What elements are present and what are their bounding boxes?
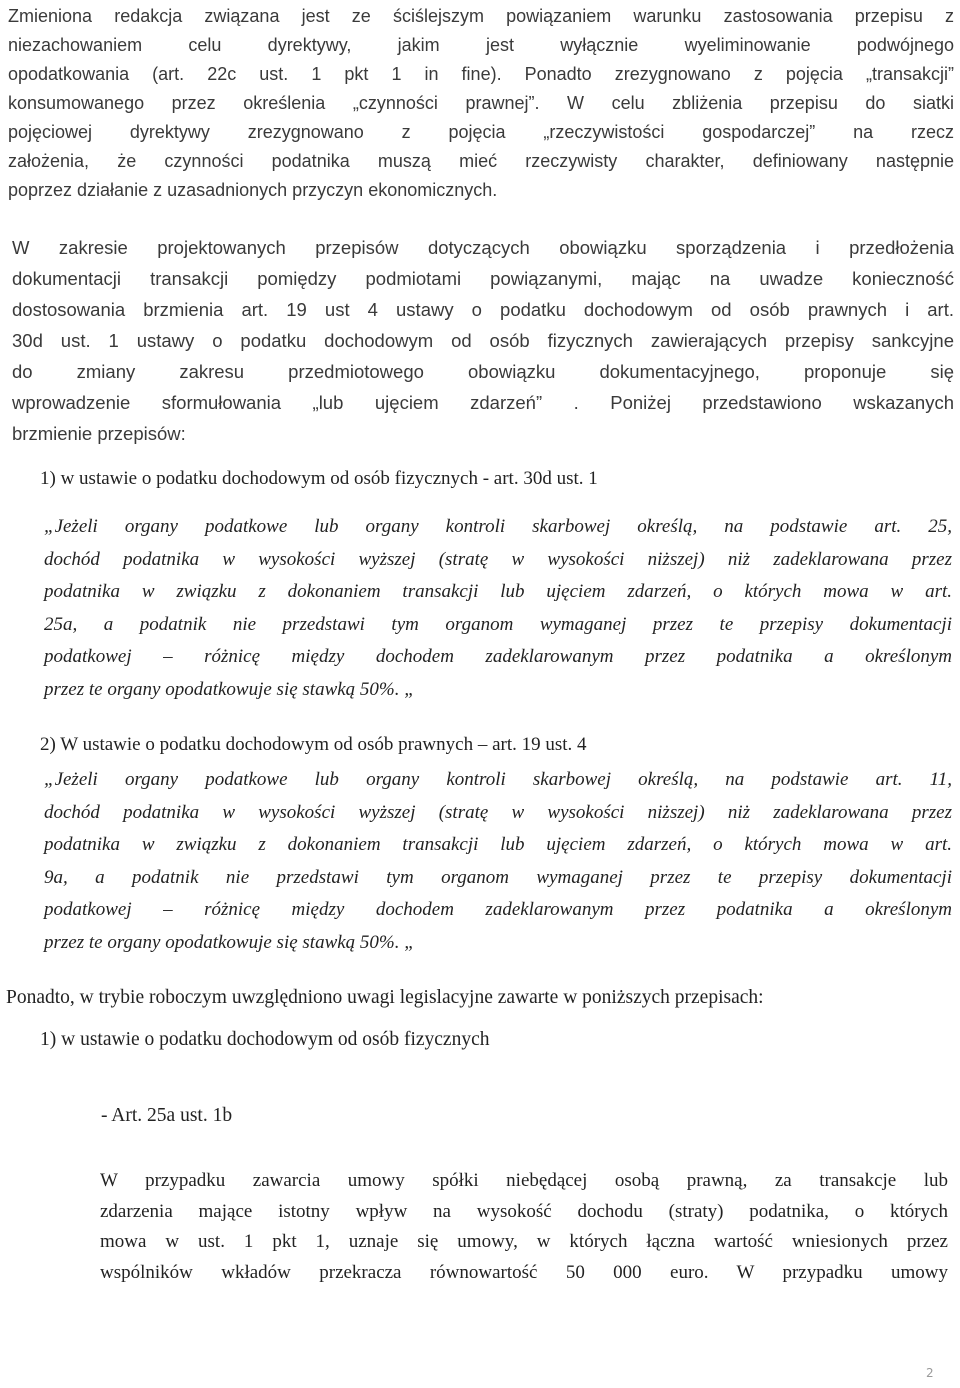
text-line: pojęciowej dyrektywy zrezygnowano z pojęcia „rzeczywistości gospodarczej” na rzecz	[8, 122, 954, 142]
text-line: 30d ust. 1 ustawy o podatku dochodowym od osób fizycznych zawierających przepisy sankcyjne	[12, 330, 954, 351]
text-line: niezachowaniem celu dyrektywy, jakim jest wyłącznie wyeliminowanie podwójnego	[8, 35, 954, 55]
text-line: dostosowania brzmienia art. 19 ust 4 ustawy o podatku dochodowym od osób prawnych i art.	[12, 299, 954, 320]
quote-line: „Jeżeli organy podatkowe lub organy kontroli skarbowej określą, na podstawie art. 25,	[44, 516, 952, 537]
page-number: 2	[926, 1366, 934, 1380]
quote-line: 25a, a podatnik nie przedstawi tym organom wymaganej przez te przepisy dokumentacji	[44, 613, 952, 635]
quote-line: podatkowej – różnicę między dochodem zadeklarowanym przez podatnika a określonym	[44, 899, 952, 920]
text-line: mowa w ust. 1 pkt 1, uznaje się umowy, w których łączna wartość wniesionych przez	[100, 1231, 948, 1252]
text-line: założenia, że czynności podatnika muszą mieć rzeczywisty charakter, definiowany następnie	[8, 151, 954, 171]
provision-text	[100, 1166, 948, 1288]
quote-line: 9a, a podatnik nie przedstawi tym organom wymaganej przez te przepisy dokumentacji	[44, 866, 952, 888]
text-line: W przypadku zawarcia umowy spółki niebędącej osobą prawną, za transakcje lub	[100, 1170, 948, 1191]
quote-line: przez te organy opodatkowuje się stawką 50%. „	[44, 678, 415, 700]
text-line: brzmienie przepisów:	[12, 423, 186, 444]
quote-line: podatnika w związku z dokonaniem transakcji lub ujęciem zdarzeń, o których mowa w art.	[44, 834, 952, 855]
list-item-heading: 2) W ustawie o podatku dochodowym od osób prawnych – art. 19 ust. 4	[40, 734, 587, 755]
text-line: Zmieniona redakcja związana jest ze ściślejszym powiązaniem warunku zastosowania przepisu z	[8, 6, 954, 26]
list-item-heading: 1) w ustawie o podatku dochodowym od osób fizycznych - art. 30d ust. 1	[40, 468, 598, 489]
intro-paragraph: Ponadto, w trybie roboczym uwzględniono uwagi legislacyjne zawarte w poniższych przepisach:	[6, 987, 764, 1008]
paragraph-documentation	[12, 232, 954, 449]
text-line: poprzez działanie z uzasadnionych przyczyn ekonomicznych.	[8, 180, 498, 200]
text-line: wprowadzenie sformułowania „lub ujęciem zdarzeń” . Poniżej przedstawiono wskazanych	[12, 392, 954, 413]
quote-line: podatnika w związku z dokonaniem transakcji lub ujęciem zdarzeń, o których mowa w art.	[44, 581, 952, 602]
quote-line: przez te organy opodatkowuje się stawką 50%. „	[44, 931, 415, 953]
list-item-heading: 1) w ustawie o podatku dochodowym od osób fizycznych	[40, 1029, 490, 1050]
text-line: dokumentacji transakcji pomiędzy podmiotami powiązanymi, mając na uwadze konieczność	[12, 268, 954, 289]
quote-line: dochód podatnika w wysokości wyższej (stratę w wysokości niższej) niż zadeklarowana przez	[44, 548, 952, 570]
text-line: do zmiany zakresu przedmiotowego obowiązku dokumentacyjnego, proponuje się	[12, 361, 954, 382]
text-line: zdarzenia mające istotny wpływ na wysokość dochodu (straty) podatnika, o których	[100, 1200, 948, 1222]
text-line: opodatkowania (art. 22c ust. 1 pkt 1 in fine). Ponadto zrezygnowano z pojęcia „transakcji”	[8, 64, 954, 84]
text-line: wspólników wkładów przekracza równowartość 50 000 euro. W przypadku umowy	[100, 1261, 948, 1283]
article-reference: - Art. 25a ust. 1b	[101, 1105, 233, 1126]
quoted-provision	[44, 511, 952, 706]
quote-line: dochód podatnika w wysokości wyższej (stratę w wysokości niższej) niż zadeklarowana przez	[44, 801, 952, 823]
paragraph-rationale	[8, 2, 954, 205]
text-line: konsumowanego przez określenia „czynności prawnej”. W celu zbliżenia przepisu do siatki	[8, 93, 954, 113]
quote-line: podatkowej – różnicę między dochodem zadeklarowanym przez podatnika a określonym	[44, 646, 952, 667]
quote-line: „Jeżeli organy podatkowe lub organy kontroli skarbowej określą, na podstawie art. 11,	[44, 769, 952, 790]
text-line: W zakresie projektowanych przepisów dotyczących obowiązku sporządzenia i przedłożenia	[12, 237, 954, 258]
quoted-provision	[44, 764, 952, 959]
